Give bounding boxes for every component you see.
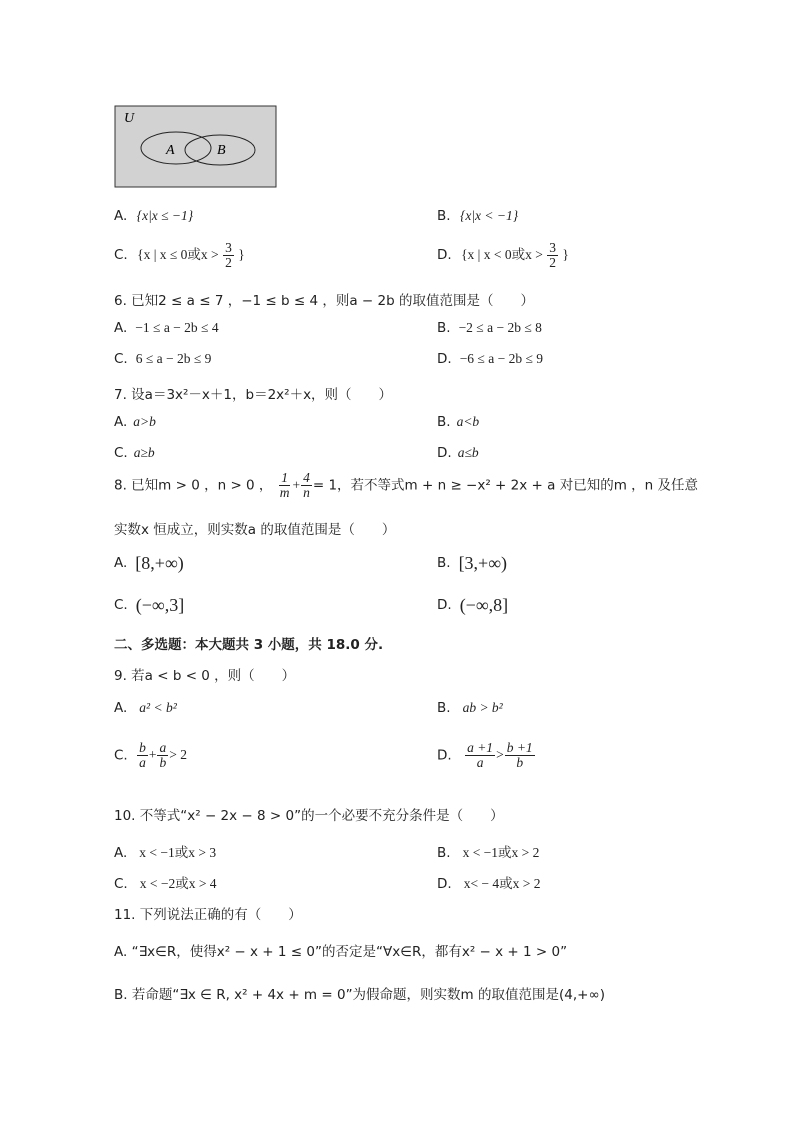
q7-option-a[interactable]: A. a>b <box>114 414 156 430</box>
q6-option-c[interactable]: C. 6 ≤ a − 2b ≤ 9 <box>114 351 212 367</box>
q5-option-d[interactable]: D. {x | x < 0或x > $\frac{3}{2}$ } <box>437 240 569 271</box>
q10-option-c[interactable]: C. x < −2或x > 4 <box>114 876 217 892</box>
fraction: $\frac{4}{n}$ <box>303 470 310 501</box>
fraction: $\frac{b}{a}$ <box>139 740 146 771</box>
q8-option-a[interactable]: A. [8,+∞) <box>114 553 184 573</box>
venn-diagram <box>114 105 278 189</box>
q11-option-a[interactable]: A. “∃x∈R，使得x² − x + 1 ≤ 0”的否定是“∀x∈R，都有x² − x + 1 > 0” <box>114 944 568 960</box>
q10-stem: 10. 不等式“x² − 2x − 8 > 0”的一个必要不充分条件是（ ） <box>114 808 504 824</box>
set-b-label: B <box>217 143 226 158</box>
q7-option-d[interactable]: D. a≤b <box>437 445 479 461</box>
section-heading: 二、多选题：本大题共 3 小题，共 18.0 分. <box>114 637 384 653</box>
q6-stem: 6. 已知2 ≤ a ≤ 7 ，−1 ≤ b ≤ 4 ，则a − 2b 的取值范围是（ ） <box>114 293 534 309</box>
fraction: $\frac{3}{2}$ <box>549 240 556 271</box>
q9-option-b[interactable]: B. ab > b² <box>437 700 503 716</box>
q6-option-b[interactable]: B. −2 ≤ a − 2b ≤ 8 <box>437 320 542 336</box>
fraction: $\frac{b +1}{b}$ <box>506 740 533 771</box>
q10-option-d[interactable]: D. x< − 4或x > 2 <box>437 876 541 892</box>
fraction: $\frac{a +1}{a}$ <box>467 740 494 771</box>
q5-option-b[interactable]: B. {x|x < −1} <box>437 208 519 224</box>
q9-option-c[interactable]: C. $\frac{b}{a}$ + $\frac{a}{b}$ > 2 <box>114 740 187 771</box>
q8-option-c[interactable]: C. (−∞,3] <box>114 595 185 615</box>
universe-label: U <box>124 111 135 126</box>
q8-stem-line2: 实数x 恒成立，则实数a 的取值范围是（ ） <box>114 522 396 538</box>
q8-stem-line1: 8. 已知m > 0 ，n > 0 ， $\frac{1}{m}$ + $\frac{4}{n}$ = 1，若不等式m + n ≥ −x² + 2x + a 对已知的m ，n 及任意 <box>114 470 698 501</box>
q5-option-c[interactable]: C. {x | x ≤ 0或x > $\frac{3}{2}$ } <box>114 240 245 271</box>
q7-stem: 7. 设a＝3x²－x＋1，b＝2x²＋x，则（ ） <box>114 387 393 403</box>
q10-option-a[interactable]: A. x < −1或x > 3 <box>114 845 217 861</box>
universe-rect <box>115 106 276 187</box>
q11-stem: 11. 下列说法正确的有（ ） <box>114 907 302 923</box>
q9-option-d[interactable]: D. $\frac{a +1}{a}$ > $\frac{b +1}{b}$ <box>437 740 533 771</box>
q6-option-d[interactable]: D. −6 ≤ a − 2b ≤ 9 <box>437 351 543 367</box>
q9-stem: 9. 若a < b < 0 ，则（ ） <box>114 668 296 684</box>
q8-option-d[interactable]: D. (−∞,8] <box>437 595 509 615</box>
q10-option-b[interactable]: B. x < −1或x > 2 <box>437 845 540 861</box>
q9-option-a[interactable]: A. a² < b² <box>114 700 177 716</box>
q6-option-a[interactable]: A. −1 ≤ a − 2b ≤ 4 <box>114 320 219 336</box>
set-a-label: A <box>166 143 175 158</box>
q5-option-a[interactable]: A. {x|x ≤ −1} <box>114 208 194 224</box>
fraction: $\frac{a}{b}$ <box>159 740 167 771</box>
q7-option-b[interactable]: B. a<b <box>437 414 480 430</box>
q8-option-b[interactable]: B. [3,+∞) <box>437 553 508 573</box>
q7-option-c[interactable]: C. a≥b <box>114 445 155 461</box>
fraction: $\frac{3}{2}$ <box>225 240 232 271</box>
fraction: $\frac{1}{m}$ <box>279 470 290 501</box>
q11-option-b[interactable]: B. 若命题“∃x ∈ R, x² + 4x + m = 0”为假命题，则实数m 的取值范围是(4,+∞) <box>114 987 605 1003</box>
